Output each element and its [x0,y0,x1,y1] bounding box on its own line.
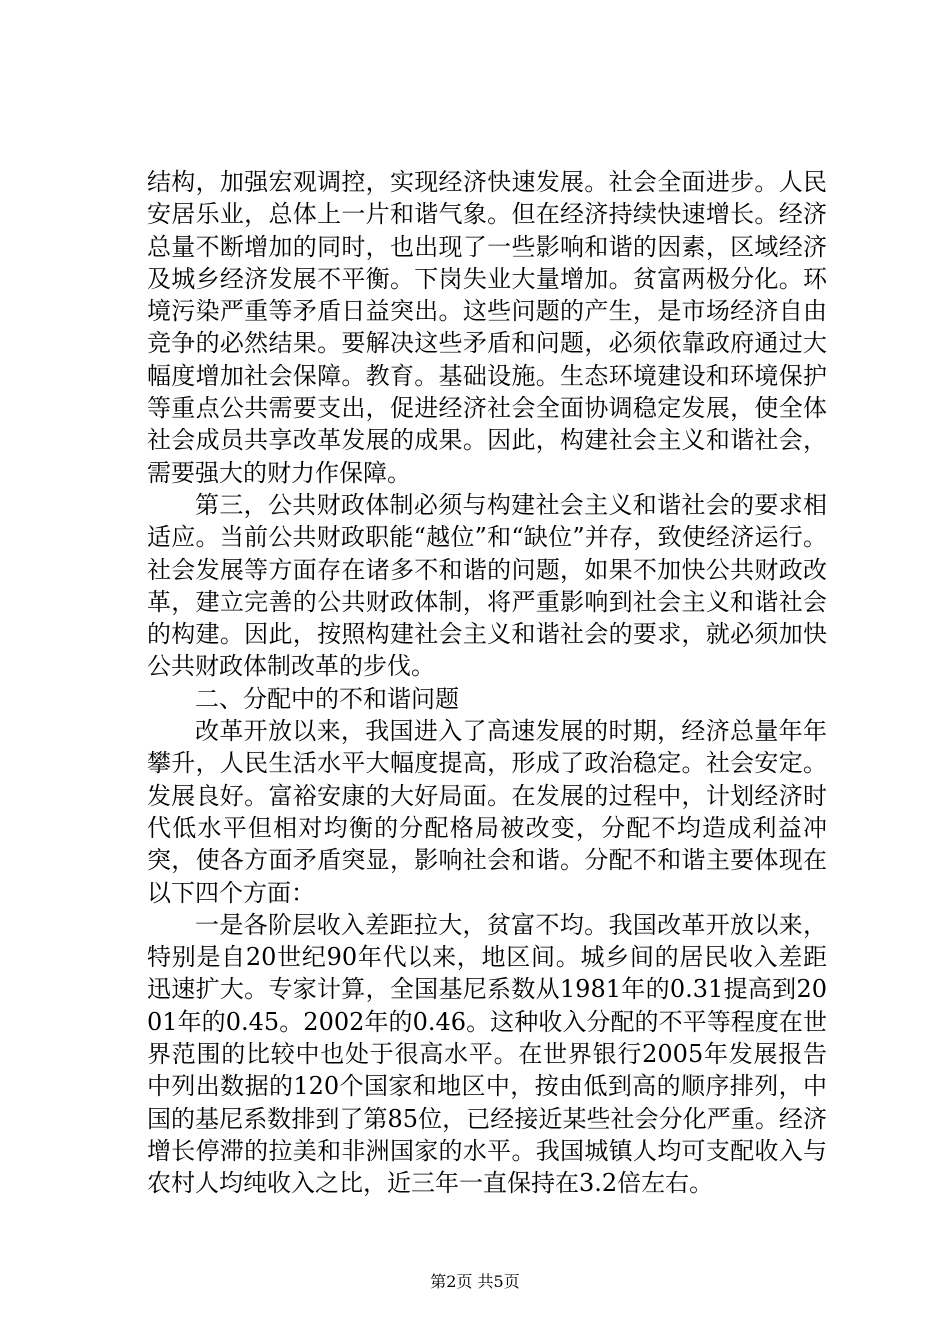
paragraph: 结构，加强宏观调控，实现经济快速发展。社会全面进步。人民安居乐业，总体上一片和谐气象。但在经济持续快速增长。经济总量不断增加的同时，也出现了一些影响和谐的因素，区域经济及城乡经济发展不平衡。下岗失业大量增加。贫富两极分化。环境污染严重等矛盾日益突出。这些问题的产生，是市场经济自由竞争的必然结果。要解决这些矛盾和问题，必须依靠政府通过大幅度增加社会保障。教育。基础设施。生态环境建设和环境保护等重点公共需要支出，促进经济社会全面协调稳定发展，使全体社会成员共享改革发展的成果。因此，构建社会主义和谐社会，需要强大的财力作保障。 [147,168,827,487]
document-body [147,166,827,1200]
page-number-footer: 第2页 共5页 [430,1272,520,1291]
paragraph: 一是各阶层收入差距拉大，贫富不均。我国改革开放以来，特别是自20世纪90年代以来，地区间。城乡间的居民收入差距迅速扩大。专家计算，全国基尼系数从1981年的0.31提高到2001年的0.45。2002年的0.46。这种收入分配的不平等程度在世界范围的比较中也处于很高水平。在世界银行2005年发展报告中列出数据的120个国家和地区中，按由低到高的顺序排列，中国的基尼系数排到了第85位，已经接近某些社会分化严重。经济增长停滞的拉美和非洲国家的水平。我国城镇人均可支配收入与农村人均纯收入之比，近三年一直保持在3.2倍左右。 [147,910,827,1198]
paragraph: 第三，公共财政体制必须与构建社会主义和谐社会的要求相适应。当前公共财政职能“越位”和“缺位”并存，致使经济运行。社会发展等方面存在诸多不和谐的问题，如果不加快公共财政改革，建立完善的公共财政体制，将严重影响到社会主义和谐社会的构建。因此，按照构建社会主义和谐社会的要求，就必须加快公共财政体制改革的步伐。 [147,490,827,681]
section-heading: 二、分配中的不和谐问题 [195,684,459,713]
paragraph: 改革开放以来，我国进入了高速发展的时期，经济总量年年攀升，人民生活水平大幅度提高，形成了政治稳定。社会安定。发展良好。富裕安康的大好局面。在发展的过程中，计划经济时代低水平但相对均衡的分配格局被改变，分配不均造成利益冲突，使各方面矛盾突显，影响社会和谐。分配不和谐主要体现在以下四个方面： [147,717,827,907]
